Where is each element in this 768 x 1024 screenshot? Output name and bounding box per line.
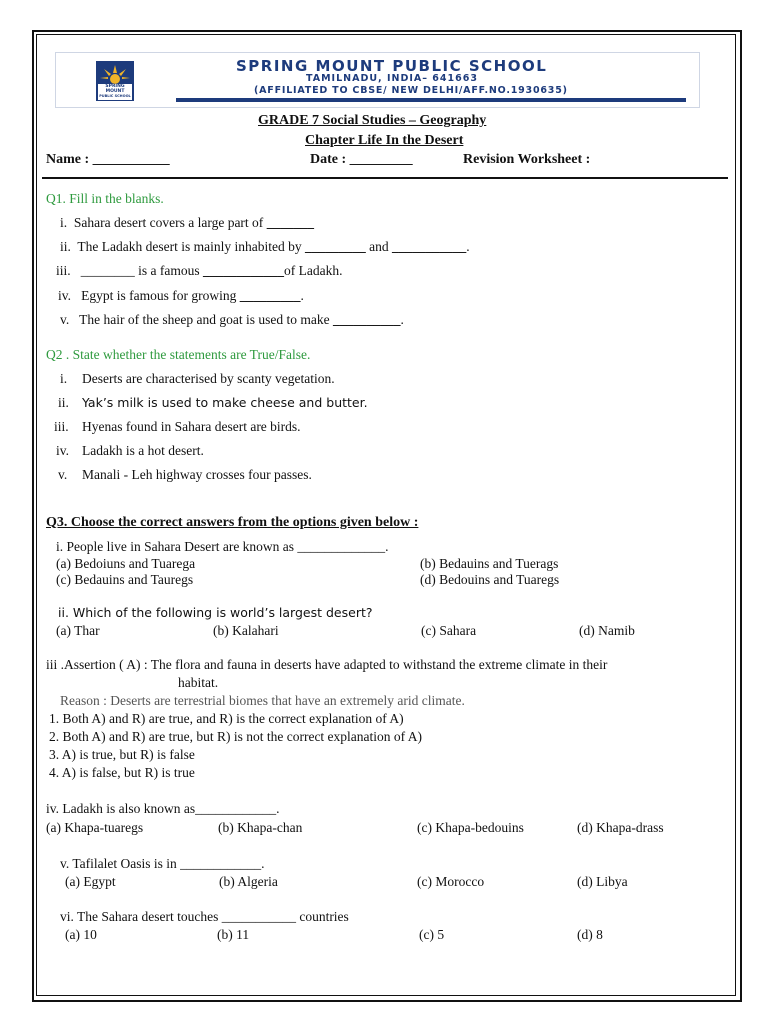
option: (a) Khapa-tuaregs: [46, 820, 144, 835]
blank-2: ___________: [391, 239, 467, 254]
item-number: v.: [58, 467, 68, 482]
item-text-end: .: [300, 288, 304, 303]
option: (d) 8: [577, 927, 603, 942]
blank: _________: [304, 239, 366, 254]
q2-item: [54, 419, 301, 435]
option: 4. A) is false, but R) is true: [49, 765, 195, 780]
item-text: Sahara desert covers a large part of: [73, 215, 267, 230]
q3-v-text: v. Tafilalet Oasis is in ____________.: [60, 856, 265, 871]
q3-ii-text: ii. Which of the following is world’s largest desert?: [58, 605, 373, 620]
option: (d) Libya: [577, 874, 628, 889]
q3-iii-assertion-cont: habitat.: [178, 675, 219, 690]
blank: __________: [332, 312, 401, 327]
option: (c) Bedauins and Tauregs: [56, 572, 194, 587]
worksheet-label: Revision Worksheet :: [463, 152, 591, 167]
option: (c) Sahara: [421, 623, 477, 638]
item-number: iii.: [54, 419, 69, 434]
option: (b) Khapa-chan: [218, 820, 303, 835]
item-number: iv.: [58, 288, 71, 303]
q1-item: [58, 288, 304, 304]
option: (a) Egypt: [65, 874, 116, 889]
q1-item: [60, 239, 470, 255]
date-field-label: Date : _________: [310, 152, 413, 167]
option: (c) Morocco: [417, 874, 485, 889]
option: (b) Kalahari: [213, 623, 279, 638]
item-text: Yak’s milk is used to make cheese and butter.: [82, 395, 368, 410]
q3-vi-text: vi. The Sahara desert touches ___________ countries: [60, 909, 349, 924]
item-text: Deserts are characterised by scanty vegetation.: [82, 371, 335, 386]
q1-heading: Q1. Fill in the blanks.: [46, 191, 164, 206]
grade-title: GRADE 7 Social Studies – Geography: [258, 113, 487, 128]
school-logo: [96, 61, 134, 101]
item-text: Hyenas found in Sahara desert are birds.: [82, 419, 301, 434]
school-affiliation: (AFFILIATED TO CBSE/ NEW DELHI/AFF.NO.1930635): [254, 85, 568, 96]
item-text: ________ is a famous: [80, 263, 204, 278]
q2-item: [58, 395, 368, 411]
option: 1. Both A) and R) are true, and R) is the correct explanation of A): [49, 711, 404, 726]
item-number: iii.: [56, 263, 71, 278]
banner-rule: [176, 98, 686, 102]
item-text-end: .: [466, 239, 470, 254]
item-number: iv.: [56, 443, 69, 458]
item-text: Manali - Leh highway crosses four passes.: [82, 467, 312, 482]
item-text: The Ladakh desert is mainly inhabited by: [77, 239, 305, 254]
school-address: TAMILNADU, INDIA– 641663: [306, 73, 478, 84]
q1-item: [56, 263, 343, 279]
blank: _______: [266, 215, 314, 230]
option: (a) Bedoiuns and Tuarega: [56, 556, 196, 571]
option: (b) 11: [217, 927, 250, 942]
q2-item: [56, 443, 204, 459]
option: 2. Both A) and R) are true, but R) is not the correct explanation of A): [49, 729, 423, 744]
item-text-end: .: [400, 312, 404, 327]
q3-iii-reason: Reason : Deserts are terrestrial biomes that have an extremely arid climate.: [60, 693, 465, 708]
q3-heading: Q3. Choose the correct answers from the options given below :: [46, 515, 419, 530]
q1-item: [60, 312, 404, 328]
q3-iii-assertion: iii .Assertion ( A) : The flora and fauna in deserts have adapted to withstand the extreme climate in their: [46, 657, 608, 672]
option: (b) Bedauins and Tuerags: [420, 556, 559, 571]
option: 3. A) is true, but R) is false: [49, 747, 195, 762]
item-text: The hair of the sheep and goat is used to make: [79, 312, 333, 327]
q2-item: [58, 467, 312, 483]
blank: _________: [239, 288, 301, 303]
header-divider: [42, 177, 728, 179]
item-number: ii.: [60, 239, 71, 254]
q3-iv-text: iv. Ladakh is also known as____________.: [46, 801, 280, 816]
option: (a) 10: [65, 927, 97, 942]
item-text: Ladakh is a hot desert.: [82, 443, 204, 458]
option: (d) Khapa-drass: [577, 820, 664, 835]
school-banner: [55, 52, 700, 108]
option: (a) Thar: [56, 623, 100, 638]
item-number: ii.: [58, 395, 69, 410]
q2-heading: Q2 . State whether the statements are True/False.: [46, 347, 311, 362]
chapter-title: Chapter Life In the Desert: [305, 133, 464, 148]
q1-item: [60, 215, 314, 231]
q2-item: [60, 371, 335, 387]
item-number: i.: [60, 215, 68, 230]
option: (d) Namib: [579, 623, 635, 638]
logo-text-3: PUBLIC SCHOOL: [99, 94, 131, 98]
q3-i-text: i. People live in Sahara Desert are known as _____________.: [56, 539, 389, 554]
item-text-end: of Ladakh.: [284, 263, 343, 278]
option: (d) Bedouins and Tuaregs: [420, 572, 560, 587]
option: (c) 5: [419, 927, 445, 942]
logo-text-2: MOUNT: [105, 89, 125, 94]
item-text: Egypt is famous for growing: [81, 288, 240, 303]
name-field-label: Name : ___________: [46, 152, 170, 167]
item-number: i.: [60, 371, 68, 386]
logo-text-1: SPRING: [105, 84, 125, 89]
option: (b) Algeria: [219, 874, 278, 889]
blank: ____________: [203, 263, 285, 278]
item-number: v.: [60, 312, 70, 327]
option: (c) Khapa-bedouins: [417, 820, 524, 835]
school-name: SPRING MOUNT PUBLIC SCHOOL: [236, 57, 548, 75]
item-text-mid: and: [365, 239, 392, 254]
